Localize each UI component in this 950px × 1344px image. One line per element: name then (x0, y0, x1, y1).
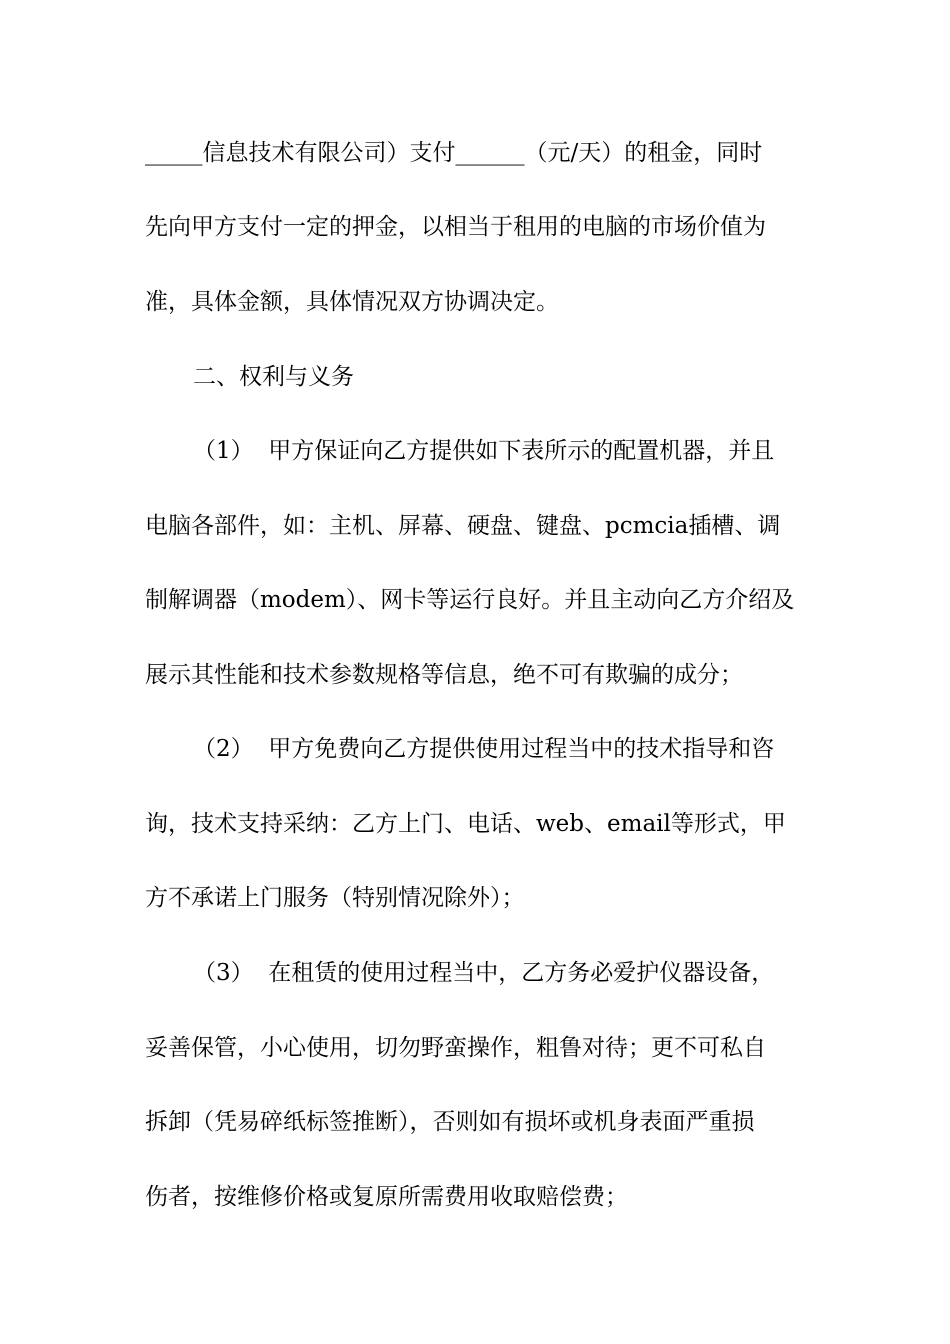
paragraph-line: （3） 在租赁的使用过程当中，乙方务必爱护仪器设备， (193, 960, 775, 986)
paragraph-line: 先向甲方支付一定的押金，以相当于租用的电脑的市场价值为 (145, 214, 766, 240)
paragraph-line: 伤者，按维修价格或复原所需费用收取赔偿费； (145, 1184, 628, 1210)
section-heading: 二、权利与义务 (193, 364, 354, 390)
paragraph-line: _____信息技术有限公司）支付______（元/天）的租金，同时 (145, 140, 763, 166)
paragraph-line: 制解调器（modem）、网卡等运行良好。并且主动向乙方介绍及 (145, 587, 795, 613)
paragraph-line: （1） 甲方保证向乙方提供如下表所示的配置机器，并且 (193, 438, 775, 464)
paragraph-line: 准，具体金额，具体情况双方协调决定。 (145, 289, 559, 315)
paragraph-line: 妥善保管，小心使用，切勿野蛮操作，粗鲁对待；更不可私自 (145, 1035, 766, 1061)
paragraph-line: 拆卸（凭易碎纸标签推断），否则如有损坏或机身表面严重损 (145, 1109, 755, 1135)
paragraph-line: 方不承诺上门服务（特别情况除外）； (145, 885, 525, 911)
paragraph-line: 展示其性能和技术参数规格等信息，绝不可有欺骗的成分； (145, 662, 743, 688)
paragraph-line: 电脑各部件，如：主机、屏幕、硬盘、键盘、pcmcia插槽、调 (145, 513, 781, 539)
paragraph-line: 询，技术支持采纳：乙方上门、电话、web、email等形式，甲 (145, 811, 786, 837)
paragraph-line: （2） 甲方免费向乙方提供使用过程当中的技术指导和咨 (193, 736, 775, 762)
